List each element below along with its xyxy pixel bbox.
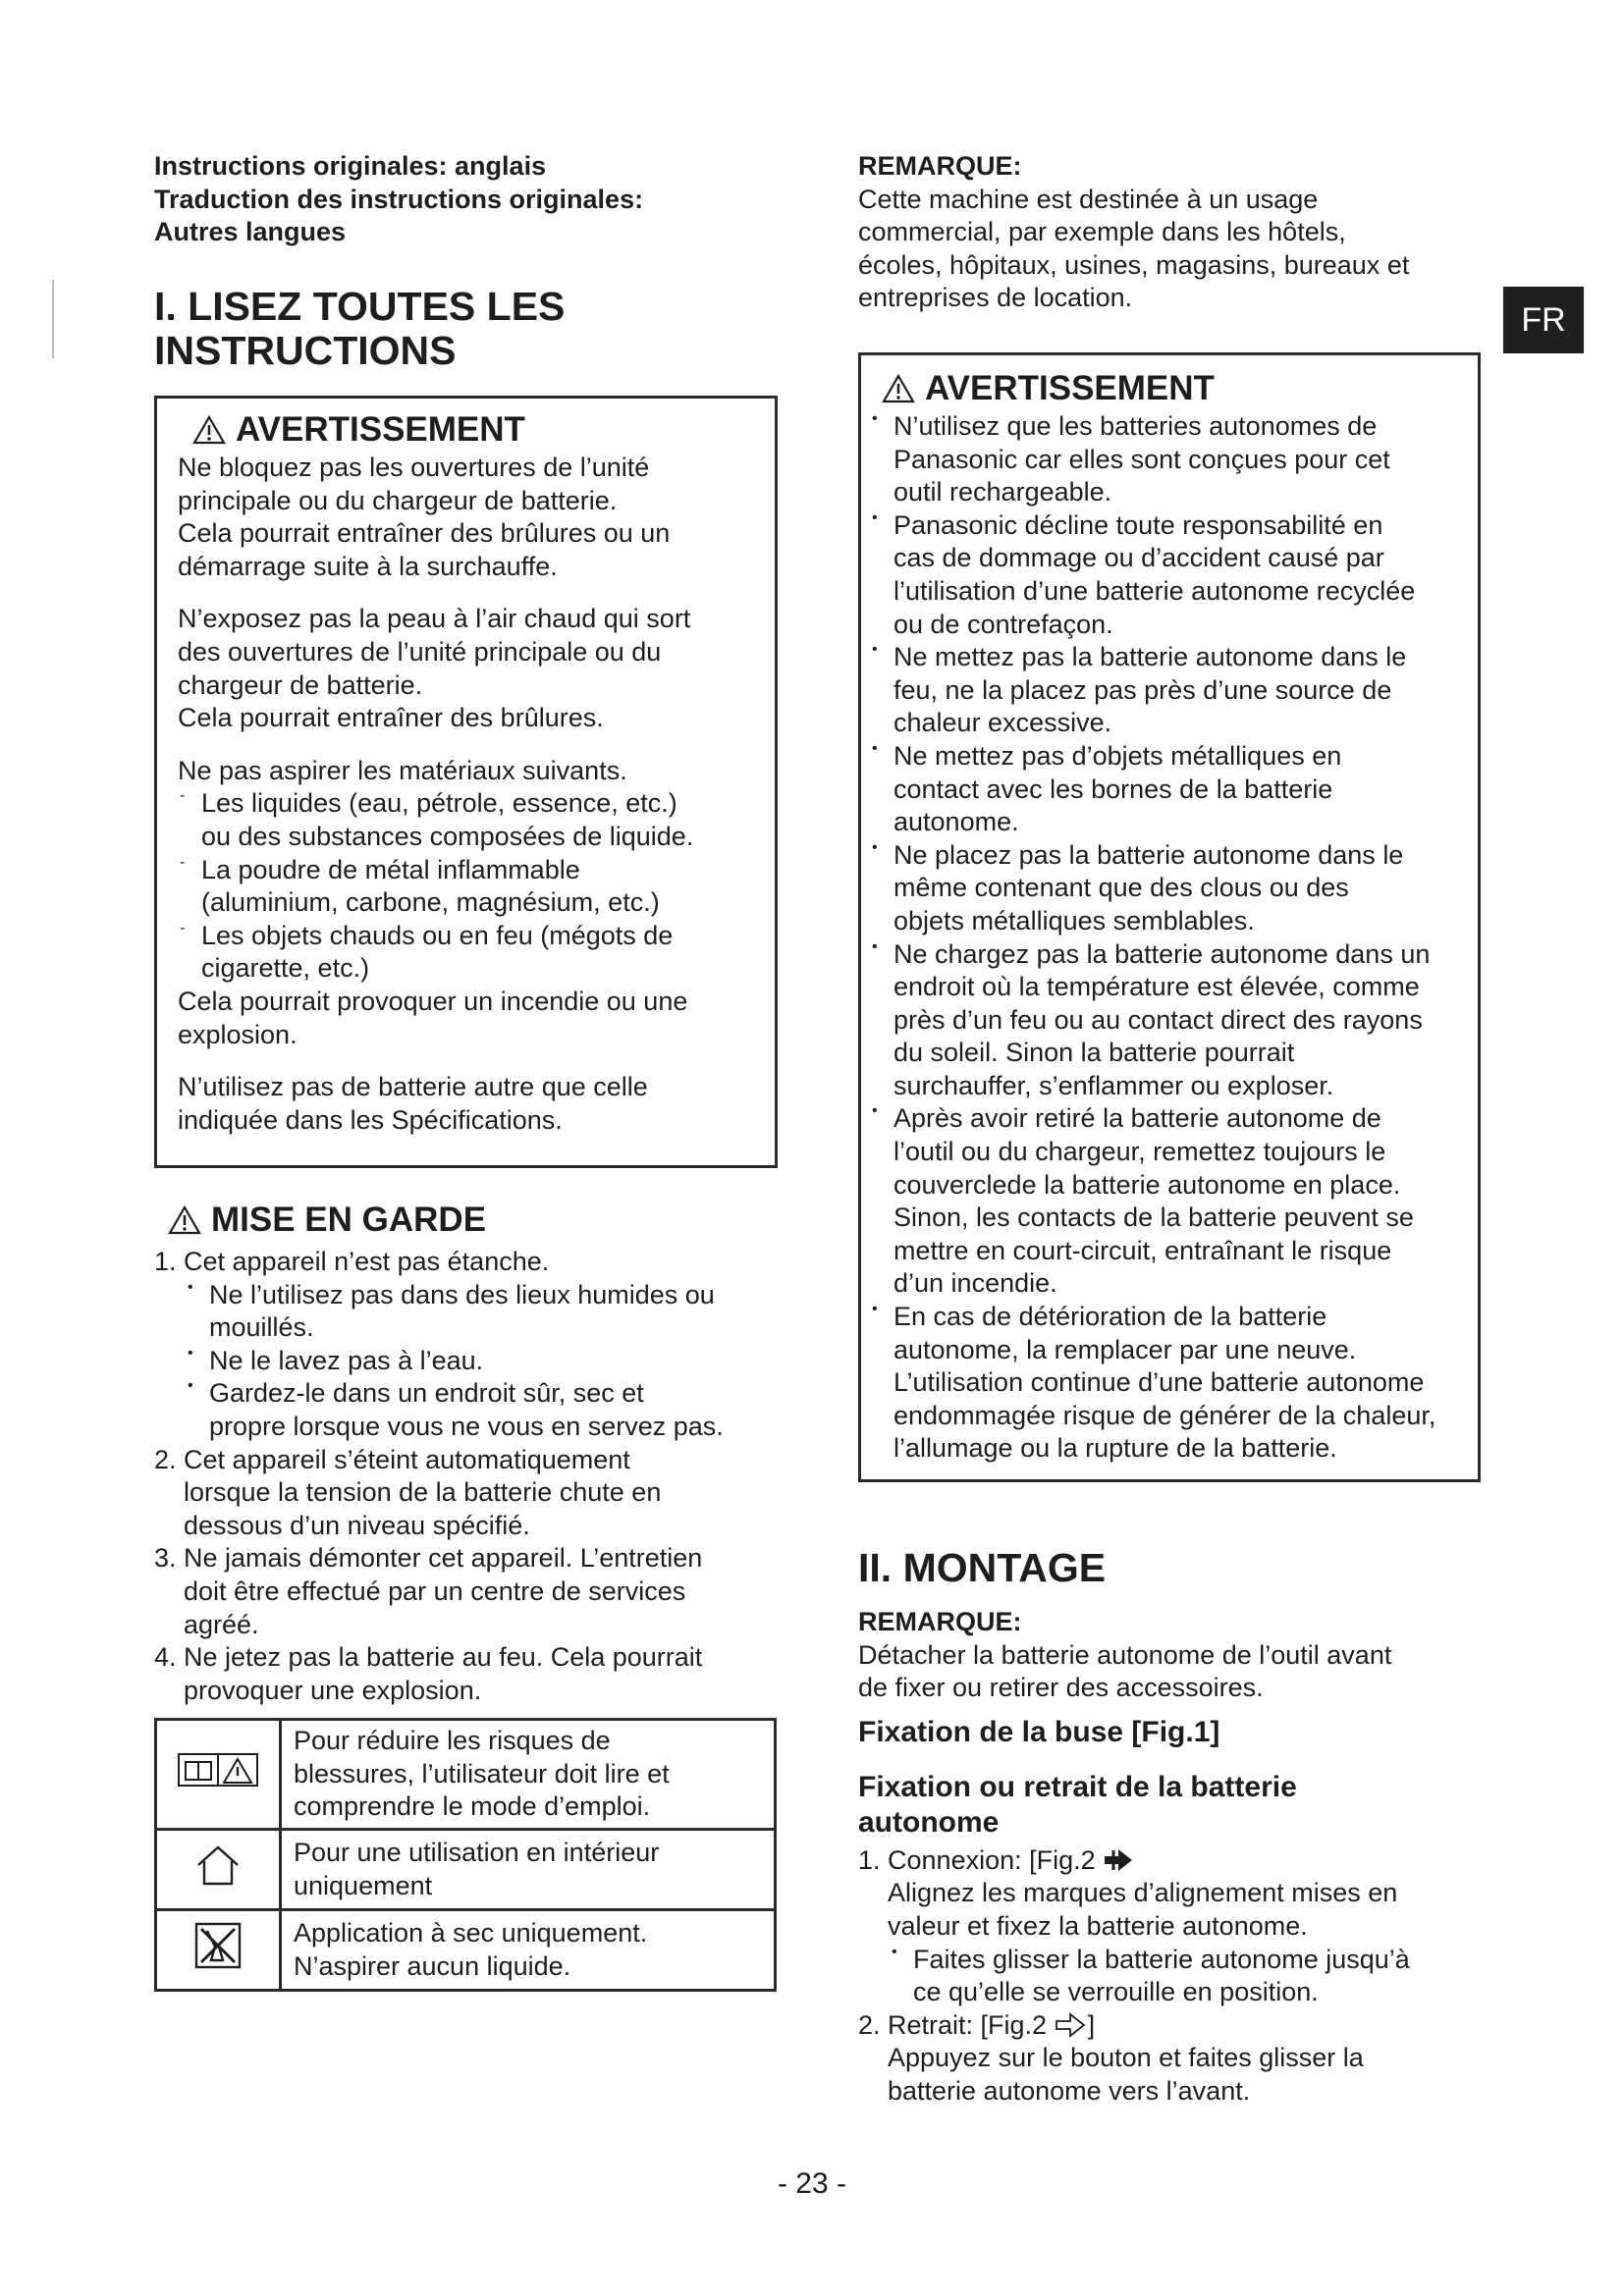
list-item: 2. Cet appareil s’éteint automatiquement lorsque la tension de la batterie chute en dessous d’un niveau spécifié.: [154, 1444, 662, 1540]
warning-heading: AVERTISSEMENT: [882, 369, 1478, 408]
warning-triangle-icon: [882, 374, 915, 403]
caution-section: [154, 1201, 783, 1707]
list-item: - Les objets chauds ou en feu (mégots de cigarette, etc.): [178, 920, 775, 986]
warning-box: [154, 396, 778, 1168]
list-item: 3. Ne jamais démonter cet appareil. L’entretien doit être effectué par un centre de services agréé.: [154, 1543, 703, 1639]
subheading: Fixation ou retrait de la batterie: [858, 1770, 1297, 1803]
subheading: Fixation de la buse [Fig.1]: [858, 1715, 1220, 1748]
list-item: • Ne mettez pas la batterie autonome dans le feu, ne la placez pas près d’une source de chaleur excessive.: [868, 641, 1478, 740]
list-item: - La poudre de métal inflammable (aluminium, carbone, magnésium, etc.): [178, 854, 775, 920]
warning-para: N’utilisez pas de batterie autre que celle indiquée dans les Spécifications.: [178, 1072, 648, 1135]
warning-para: Ne bloquez pas les ouvertures de l’unité principale ou du chargeur de batterie. Cela pourrait entraîner des brûlures ou un démarrage suite à la surchauffe.: [178, 453, 671, 581]
list-item: 2. Retrait: [Fig.2 ] Appuyez sur le bouton et faites glisser la batterie autonome vers l’avant.: [858, 2009, 1364, 2106]
sub-item: • Ne le lavez pas à l’eau.: [184, 1345, 783, 1378]
remark-title: REMARQUE:: [858, 151, 1022, 181]
header-line: Traduction des instructions originales:: [154, 184, 644, 214]
section-title: II. MONTAGE: [858, 1545, 1107, 1590]
warning-triangle-icon: [168, 1205, 201, 1235]
remark-block: REMARQUE: Cette machine est destinée à un usage commercial, par exemple dans les hôtels, écoles, hôpitaux, usines, magasins, bureaux et entreprises de location.: [858, 150, 1487, 315]
table-row: Pour réduire les risques de blessures, l’utilisateur doit lire et comprendre le mode d’emploi.: [156, 1720, 776, 1830]
list-item: - Les liquides (eau, pétrole, essence, etc.) ou des substances composées de liquide.: [178, 787, 775, 853]
arrow-filled-icon: [1103, 1847, 1136, 1873]
margin-rule: [52, 280, 54, 358]
sub-item: • Gardez-le dans un endroit sûr, sec et propre lorsque vous ne vous en servez pas.: [184, 1377, 783, 1443]
header-line: Instructions originales: anglais: [154, 151, 547, 181]
warning-triangle-icon: [192, 415, 226, 445]
warning-para: N’exposez pas la peau à l’air chaud qui sort des ouvertures de l’unité principale ou du chargeur de batterie. Cela pourrait entraîner des brûlures.: [178, 604, 691, 733]
page-number: - 23 -: [777, 2167, 847, 2200]
list-item: • Panasonic décline toute responsabilité en cas de dommage ou d’accident causé par l’utilisation d’une batterie autonome recyclée ou de contrefaçon.: [868, 509, 1478, 641]
list-item: 4. Ne jetez pas la batterie au feu. Cela pourrait provoquer une explosion.: [154, 1642, 703, 1705]
list-item: • Ne placez pas la batterie autonome dans le même contenant que des clous ou des objets métalliques semblables.: [868, 839, 1478, 938]
language-tab: FR: [1503, 287, 1584, 353]
warning-box: [858, 352, 1481, 1482]
list-item: • Ne chargez pas la batterie autonome dans un endroit où la température est élevée, comme près d’un feu ou au contact direct des rayons du soleil. Sinon la batterie pourrait surchauffer, s’enflammer ou exploser.: [868, 938, 1478, 1103]
house-icon: [193, 1843, 243, 1887]
table-row: Application à sec uniquement. N’aspirer aucun liquide.: [156, 1910, 776, 1991]
warning-para: Ne pas aspirer les matériaux suivants. - Les liquides (eau, pétrole, essence, etc.) ou des substances composées de liquide. - La poudre de métal inflammable (aluminium, carbone, magnésium, etc.) - Les objets chauds ou en feu (mégots de cigarette, etc.) Cela pourrait provoquer un incendie ou une explosion.: [178, 755, 775, 1051]
symbol-table: [154, 1718, 777, 1992]
arrow-outline-icon: [1055, 2012, 1088, 2038]
no-liquid-icon: [193, 1921, 243, 1970]
sub-item: • Faites glisser la batterie autonome jusqu’à ce qu’elle se verrouille en position.: [888, 1944, 1487, 2009]
list-item: • Après avoir retiré la batterie autonome de l’outil ou du chargeur, remettez toujours le couverclede la batterie autonome en place. Sinon, les contacts de la batterie peuvent se mettre en court-circuit, entraînant le risque d’un incendie.: [868, 1102, 1478, 1301]
list-item: • N’utilisez que les batteries autonomes de Panasonic car elles sont conçues pour cet outil rechargeable.: [868, 410, 1478, 509]
section-title: I. LISEZ TOUTES LES INSTRUCTIONS: [154, 284, 566, 373]
header-line: Autres langues: [154, 217, 347, 247]
list-item: 1. Cet appareil n’est pas étanche. • Ne l’utilisez pas dans des lieux humides ou mouillés. • Ne le lavez pas à l’eau. • Gardez-le dans un endroit sûr, sec et propre lorsque vous ne vous en servez pas.: [154, 1246, 783, 1444]
warning-heading: AVERTISSEMENT: [192, 410, 775, 450]
list-item: • En cas de détérioration de la batterie autonome, la remplacer par une neuve. L’utilisation continue d’une batterie autonome endommagée risque de générer de la chaleur, l’allumage ou la rupture de la batterie.: [868, 1301, 1478, 1466]
header-block: [154, 150, 783, 249]
subheading: autonome: [858, 1805, 1000, 1839]
remark-title: REMARQUE:: [858, 1607, 1022, 1636]
section-montage: II. MONTAGE REMARQUE: Détacher la batterie autonome de l’outil avant de fixer ou retirer des accessoires. Fixation de la buse [Fig.1] Fixation ou retrait de la batterie autonome 1. Connexion: [Fig.2 Alignez les marques d’alignement mises en valeur et fixez la batterie autonome. • Faites glisser la batterie autonome jusqu’à ce qu’elle se verrouille en position. 2. Retrait: [Fig.2 ] Appuyez sur le bouton et faites glisser la batterie autonome vers l’avant.: [858, 1546, 1487, 2109]
list-item: 1. Connexion: [Fig.2 Alignez les marques d’alignement mises en valeur et fixez la batterie autonome. • Faites glisser la batterie autonome jusqu’à ce qu’elle se verrouille en position.: [858, 1844, 1487, 2009]
list-item: • Ne mettez pas d’objets métalliques en contact avec les bornes de la batterie autonome.: [868, 740, 1478, 839]
sub-item: • Ne l’utilisez pas dans des lieux humides ou mouillés.: [184, 1279, 783, 1345]
table-row: Pour une utilisation en intérieur uniquement: [156, 1830, 776, 1910]
caution-heading: MISE EN GARDE: [168, 1201, 783, 1240]
manual-warning-icon: [177, 1750, 259, 1789]
